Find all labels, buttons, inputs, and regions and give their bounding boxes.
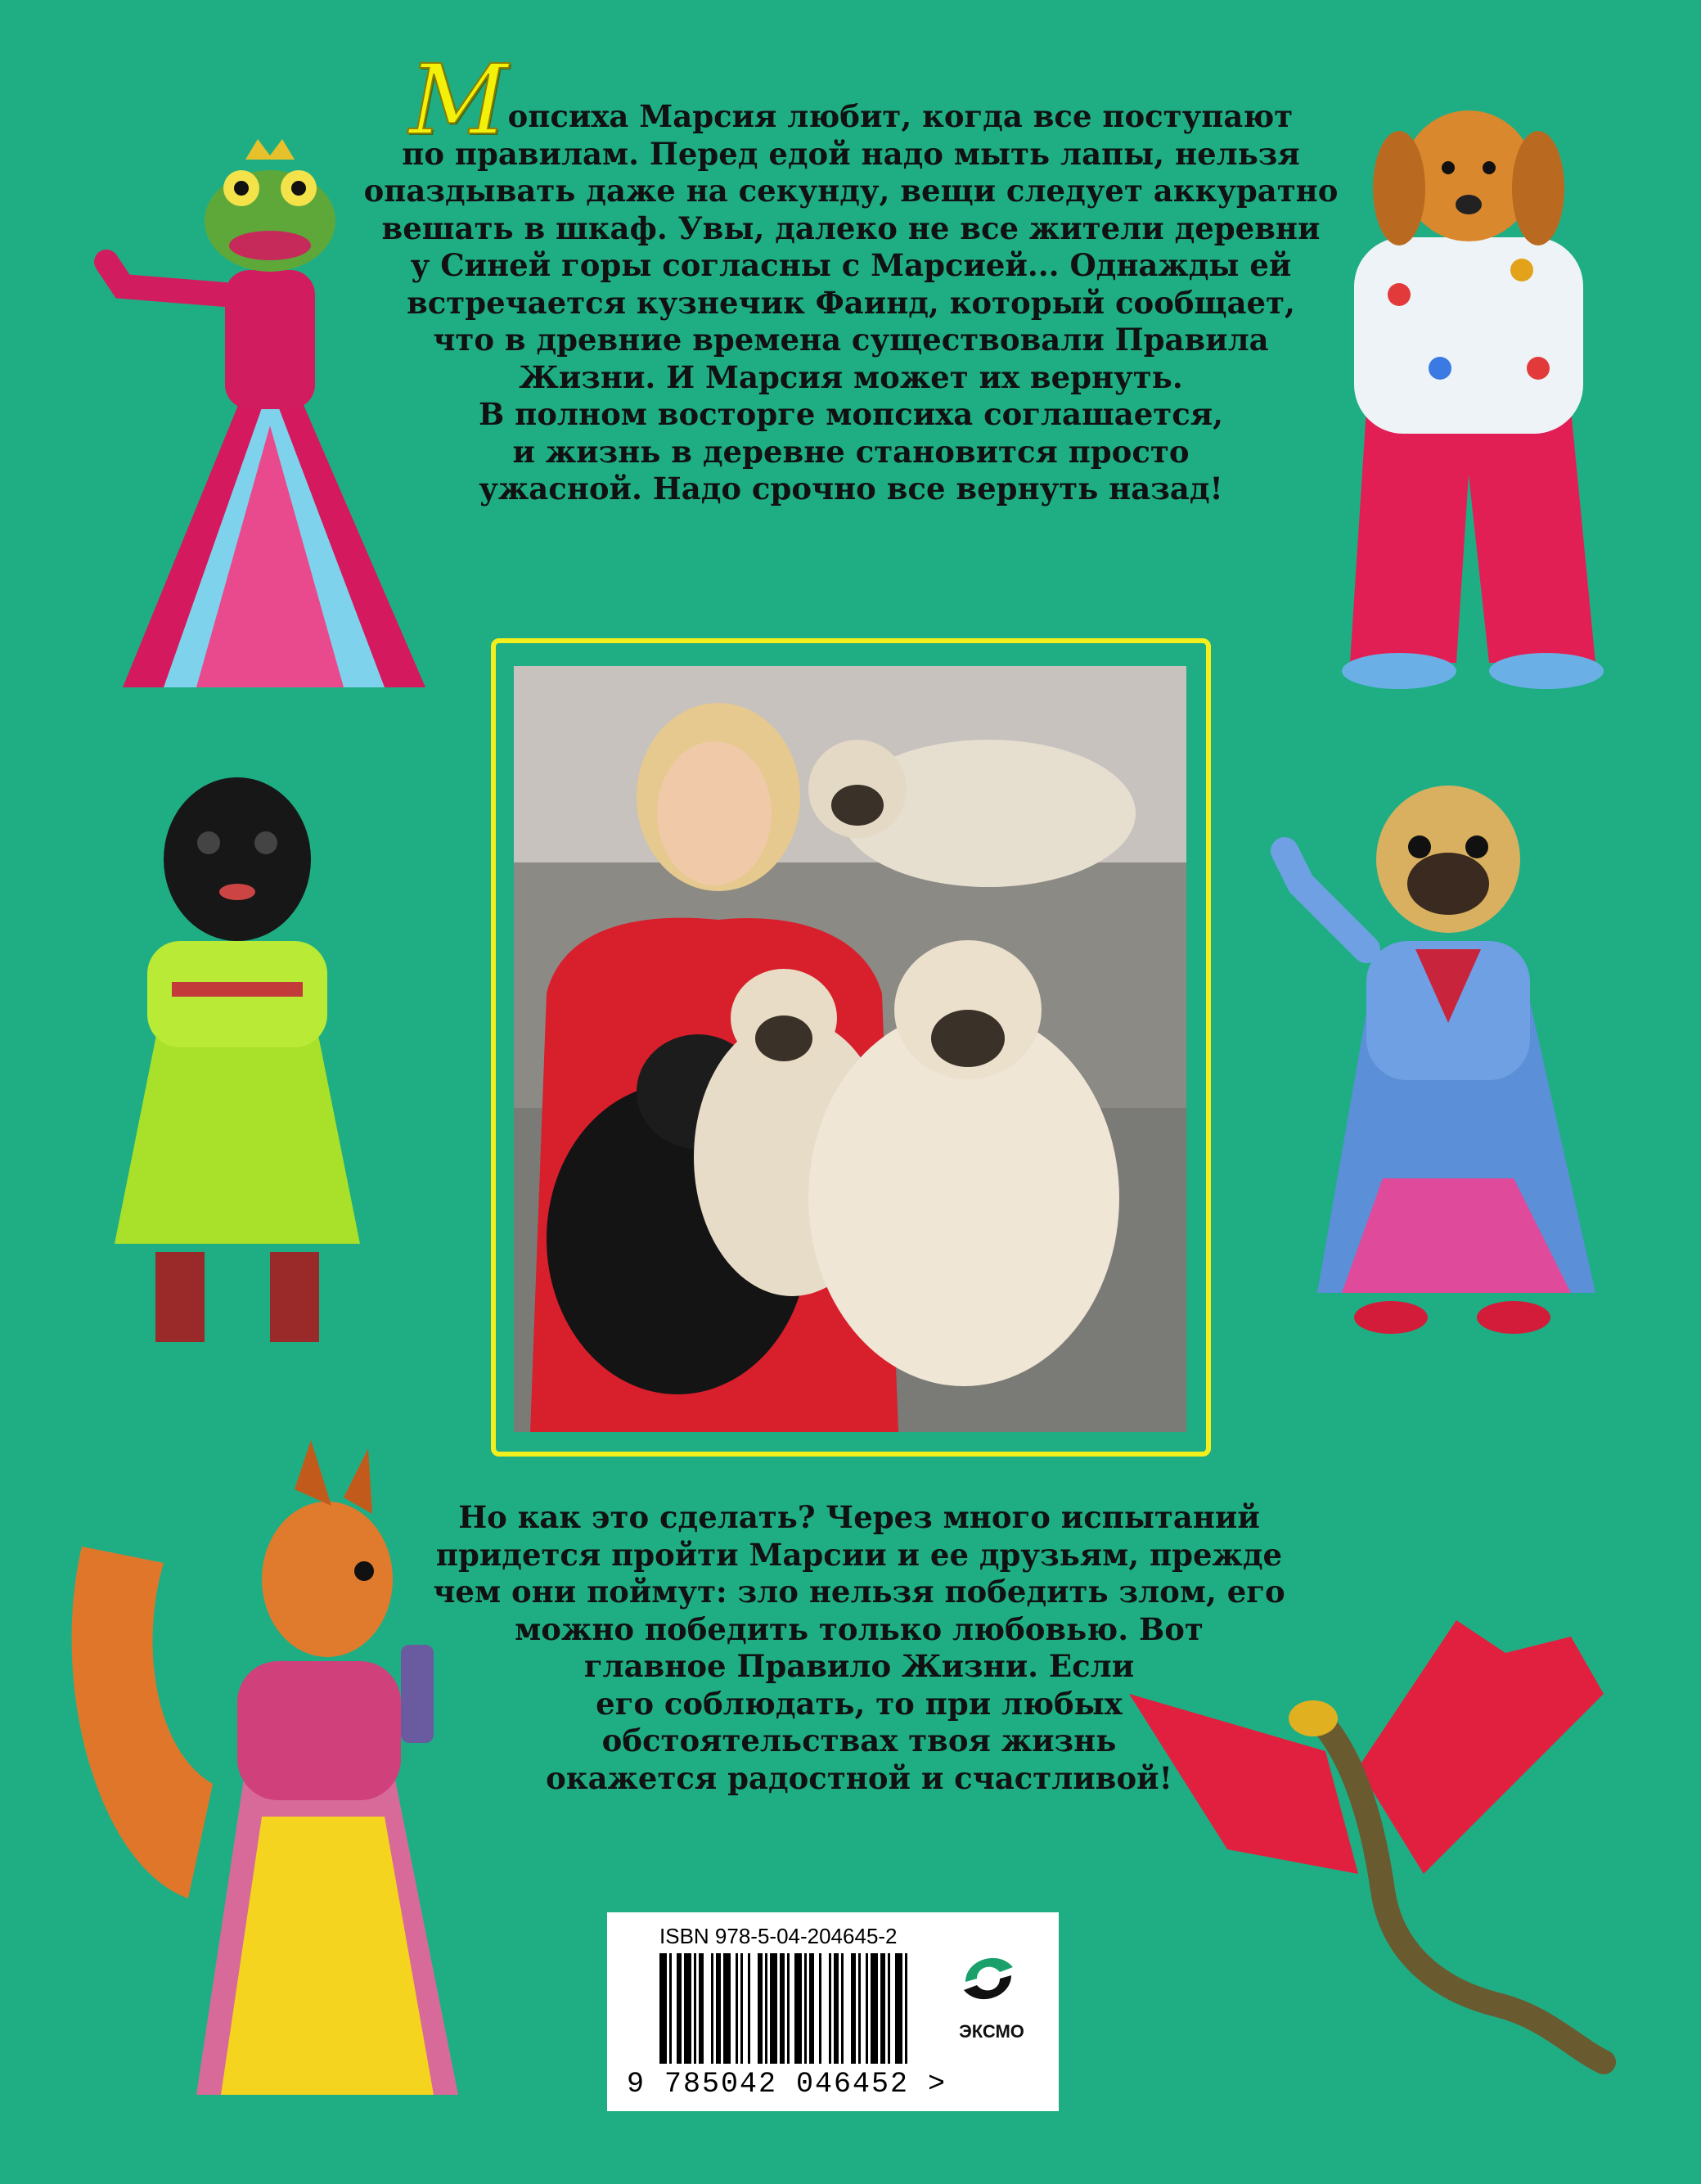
text-line: ужасной. Надо срочно все вернуть назад!: [479, 471, 1223, 507]
text-line: по правилам. Перед едой надо мыть лапы, нельзя: [402, 135, 1300, 172]
text-line: придется пройти Марсии и ее друзьям, прежде: [435, 1536, 1283, 1573]
text-line: опаздывать даже на секунду, вещи следует аккуратно: [363, 173, 1339, 209]
publisher-name: ЭКСМО: [959, 2021, 1024, 2042]
text-line: Мопсиха Марсия любит, когда все поступают: [408, 43, 1294, 156]
text-line: обстоятельствах твоя жизнь: [601, 1722, 1117, 1758]
text-line: главное Правило Жизни. Если: [583, 1648, 1135, 1684]
dog-in-floral-shirt-illustration: [1276, 98, 1661, 696]
barcode-digits: 9 785042 046452 >: [627, 2068, 947, 2101]
text-line: В полном восторге мопсиха соглашается,: [479, 396, 1223, 432]
text-line: и жизнь в деревне становится просто: [512, 433, 1190, 470]
text-line: Жизни. И Марсия может их вернуть.: [519, 358, 1183, 395]
text-line: у Синей горы согласны с Марсией... Однажды ей: [410, 247, 1292, 283]
eksmo-logo-icon: [949, 1939, 1028, 2018]
description-top: [352, 43, 1350, 508]
frog-princess-illustration: [74, 115, 466, 687]
text-line: его соблюдать, то при любых: [596, 1685, 1123, 1722]
text-line: окажется радостной и счастливой!: [546, 1759, 1172, 1796]
text-line: чем они поймут: зло нельзя победить злом, его: [433, 1574, 1285, 1610]
text-line: можно победить только любовью. Вот: [515, 1610, 1204, 1647]
text-line: что в древние времена существовали Правила: [433, 322, 1269, 358]
text-line: вешать в шкаф. Увы, далеко не все жители деревни: [381, 209, 1321, 246]
text-line: Но как это сделать? Через много испытаний: [458, 1499, 1260, 1535]
pug-in-blue-dress-illustration: [1252, 753, 1645, 1358]
description-bottom: [409, 1499, 1309, 1797]
black-pug-in-green-dress-illustration: [82, 769, 393, 1375]
author-photo: [514, 666, 1186, 1432]
dropcap-letter: М: [408, 43, 508, 156]
isbn-label: ISBN 978-5-04-204645-2: [659, 1924, 898, 1948]
text-line: встречается кузнечик Фаинд, который сообщает,: [407, 284, 1295, 321]
